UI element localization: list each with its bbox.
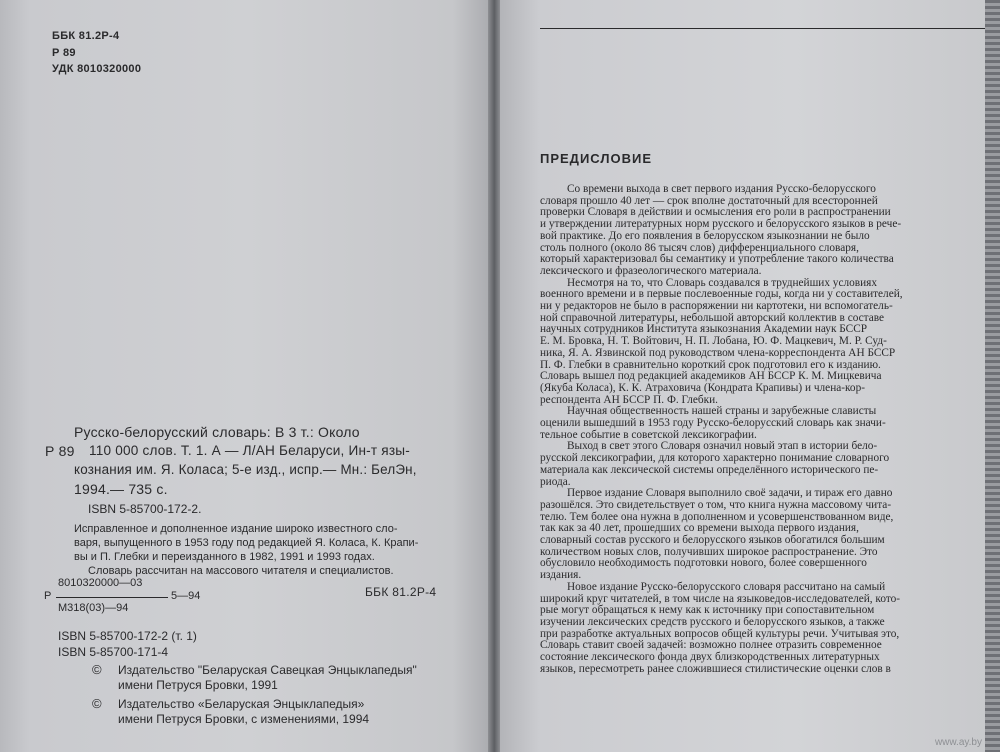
preface-line: военного времени и в первые послевоенные годы, когда ни у составителей,: [540, 288, 903, 301]
page-edges: [985, 0, 1000, 752]
catalog-isbn: ISBN 5-85700-172-2.: [88, 502, 202, 516]
formula-numerator: 8010320000—03: [58, 577, 143, 589]
preface-line: ной справочной литературы, небольшой авторский коллектив в составе: [540, 311, 885, 324]
preface-line: (Якуба Коласа), К. К. Атраховича (Кондрата Крапивы) и члена-кор-: [540, 381, 865, 394]
watermark: www.ay.by: [934, 737, 982, 748]
formula-denominator: М318(03)—94: [58, 602, 129, 614]
catalog-mark: Р 89: [45, 443, 75, 459]
preface-line: Несмотря на то, что Словарь создавался в труднейших условиях: [567, 276, 877, 289]
preface-line: обусловило необходимость подготовки нового, более совершенного: [540, 557, 867, 570]
copyright-symbol: ©: [92, 696, 102, 711]
formula-suffix: 5—94: [171, 590, 201, 602]
catalog-line-2: 110 000 слов. Т. 1. А — Л/АН Беларуси, Ин-т язы-: [89, 443, 410, 458]
preface-line: количеством новых слов, получивших широкое распространение. Это: [540, 545, 878, 558]
udk-code: УДК 8010320000: [52, 63, 142, 75]
catalog-line-3: кознания им. Я. Коласа; 5-е изд., испр.— Мн.: БелЭн,: [74, 462, 417, 477]
isbn-line: ISBN 5-85700-172-2 (т. 1): [58, 629, 197, 643]
catalog-line-1: Русско-белорусский словарь: В 3 т.: Около: [74, 424, 360, 440]
preface-line: ника, Я. А. Язвинской под руководством члена-корреспондента АН БССР: [540, 346, 896, 359]
copyright-line: имени Петруся Бровки, с изменениями, 1994: [118, 712, 370, 726]
preface-line: П. Ф. Глебки в сравнительно короткий срок подготовил его к изданию.: [540, 358, 881, 371]
preface-line: состояние лексического фонда двух близкородственных литературных: [540, 651, 880, 663]
preface-line: материала как лексической системы определённого исторического пе-: [540, 463, 879, 476]
preface-line: языков, пересмотреть ранее сложившиеся стилистические оценки слов в: [540, 662, 891, 675]
copyright-line: Издательство "Беларуская Савецкая Энцыклапедыя": [118, 663, 417, 677]
annotation-line: варя, выпущенного в 1953 году под редакцией Я. Коласа, К. Крапи-: [74, 537, 419, 549]
preface-line: тельное событие в советской лексикографии.: [540, 428, 757, 441]
preface-line: Со времени выхода в свет первого издания Русско-белорусского: [567, 183, 876, 195]
preface-line: широкий круг читателей, в том числе на языковедов-исследователей, кото-: [540, 592, 901, 605]
left-page: [0, 0, 492, 752]
preface-line: Первое издание Словаря выполнило своё задачи, и тираж его давно: [567, 487, 893, 500]
annotation-line: Исправленное и дополненное издание широко известного сло-: [74, 523, 398, 535]
preface-line: изучении лексических средств русского и белорусского языков, а также: [540, 615, 885, 628]
preface-line: который характеризовал бы семантику и употребление такого количества: [540, 253, 894, 266]
formula-letter: Р: [44, 590, 52, 602]
preface-line: лексического и фразеологического материала.: [540, 264, 762, 277]
preface-line: русской лексикографии, для которого характерно понимание словарного: [540, 452, 890, 465]
bbk-code: ББК 81.2Р-4: [52, 30, 120, 42]
preface-line: так как за 40 лет, прошедших со времени выхода первого издания,: [540, 522, 859, 535]
annotation-line: вы и П. Глебки и переизданного в 1982, 1991 и 1993 годах.: [74, 551, 375, 563]
preface-line: Новое издание Русско-белорусского словаря рассчитано на самый: [567, 580, 886, 593]
preface-line: проверки Словаря в действии и осмысления его роли в распространении: [540, 206, 891, 219]
annotation-line: Словарь рассчитан на массового читателя и специалистов.: [88, 565, 394, 577]
preface-line: Словарь ставит своей задачей: возможно полнее отразить современное: [540, 639, 882, 652]
preface-line: и утверждении литературных норм русского и белорусского языков в рече-: [540, 218, 902, 231]
isbn-line: ISBN 5-85700-171-4: [58, 645, 169, 659]
catalog-line-4: 1994.— 735 с.: [74, 481, 168, 497]
preface-line: словарный состав русского и белорусского языков обогатился большим: [540, 534, 885, 546]
preface-line: столь полного (около 86 тысяч слов) дифференциального словаря,: [540, 241, 859, 254]
preface-line: риода.: [540, 475, 571, 488]
preface-line: телю. Тем более она нужна в дополненном и усовершенствованном виде,: [540, 510, 894, 523]
preface-line: респондента АН БССР П. Ф. Глебки.: [540, 393, 718, 406]
copyright-line: имени Петруся Бровки, 1991: [118, 678, 278, 692]
copyright-symbol: ©: [92, 662, 102, 677]
preface-line: при разработке актуальных вопросов общей культуры речи. Учитывая это,: [540, 627, 900, 640]
author-mark: Р 89: [52, 47, 76, 59]
preface-line: ни у редакторов не было в распоряжении ни картотеки, ни вспомогатель-: [540, 300, 893, 312]
formula-rule: [56, 597, 168, 598]
preface-line: оценили вышедший в 1953 году Русско-белорусский словарь как значи-: [540, 417, 886, 429]
preface-line: рые могут обращаться к нему как к источнику при сопоставительном: [540, 604, 875, 617]
top-rule: [540, 28, 985, 29]
preface-heading: ПРЕДИСЛОВИЕ: [540, 151, 652, 166]
right-page: [500, 0, 990, 752]
preface-line: научных сотрудников Института языкознания Академии наук БССР: [540, 323, 868, 336]
preface-line: вой практике. До его появления в белорусском языкознании не было: [540, 229, 870, 242]
preface-line: разошёлся. Это свидетельствует о том, что книга нужна массовому чита-: [540, 498, 892, 511]
preface-line: Выход в свет этого Словаря означил новый этап в истории бело-: [567, 440, 878, 453]
preface-line: издания.: [540, 569, 582, 582]
copyright-line: Издательство «Беларуская Энцыклапедыя»: [118, 697, 365, 711]
preface-line: Словарь вышел под редакцией академиков АН БССР К. М. Мицкевича: [540, 370, 882, 383]
preface-line: Е. М. Бровка, Н. Т. Войтович, Н. П. Лобана, Ю. Ф. Мацкевич, М. Р. Суд-: [540, 335, 887, 348]
preface-line: Научная общественность нашей страны и зарубежные слависты: [567, 405, 877, 418]
formula-bbk: ББК 81.2Р-4: [365, 585, 437, 599]
preface-line: словаря прошло 40 лет — срок вполне достаточный для всесторонней: [540, 194, 878, 207]
